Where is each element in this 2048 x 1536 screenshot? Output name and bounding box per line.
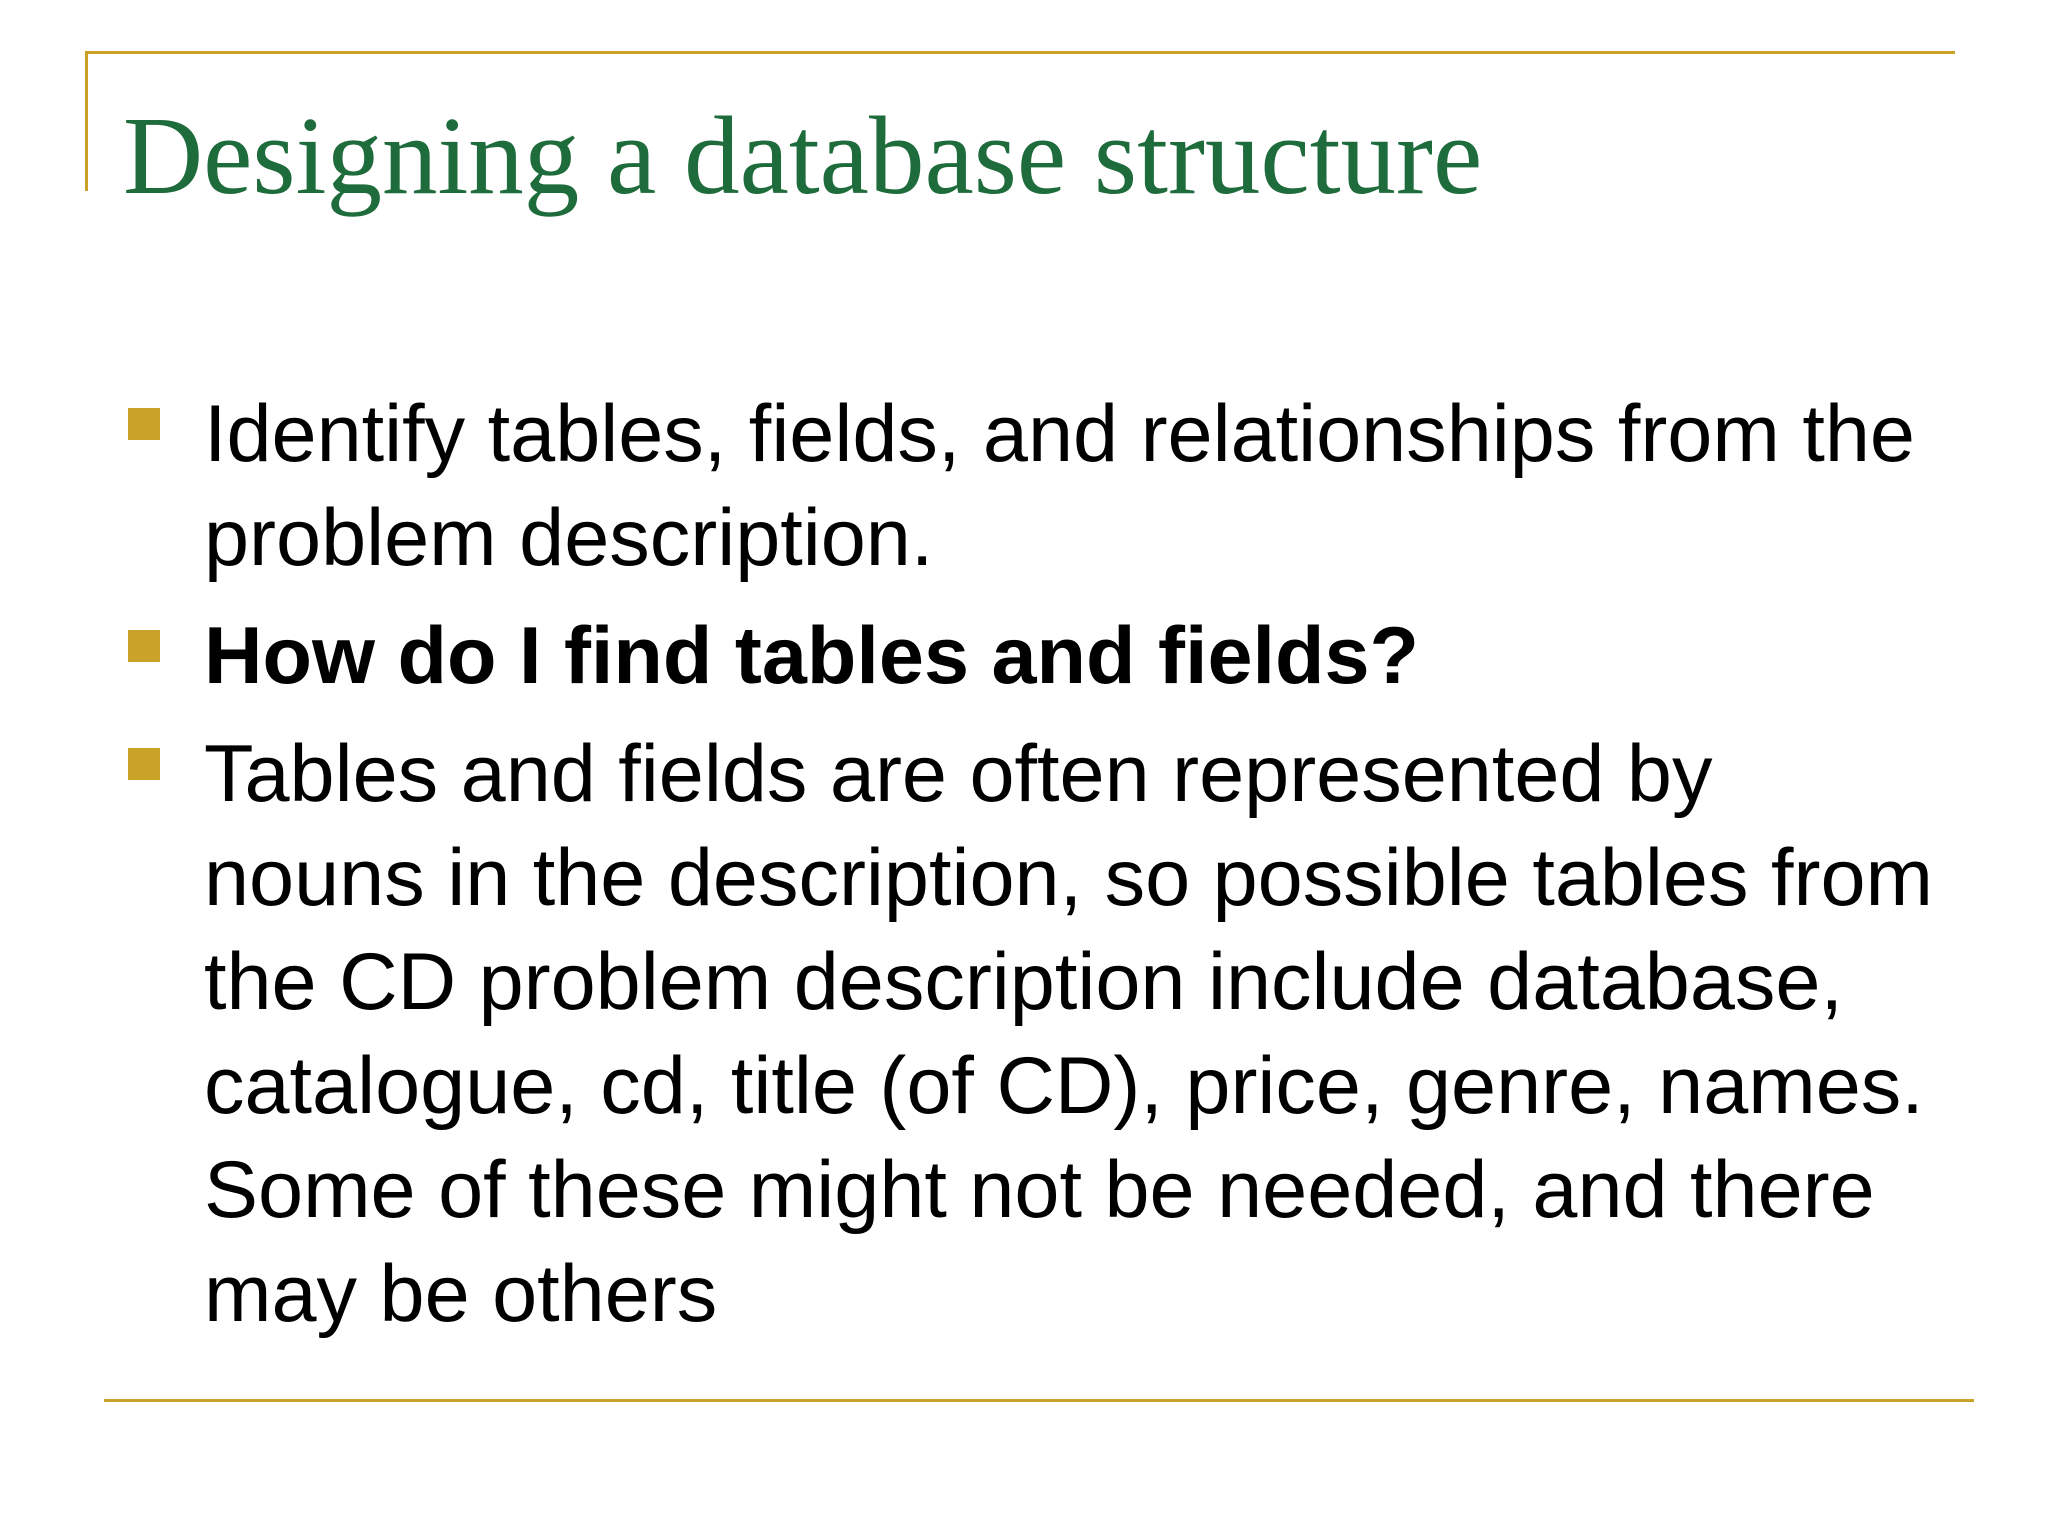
bullet-item xyxy=(128,722,1948,1346)
square-bullet-icon xyxy=(128,748,160,780)
bottom-rule xyxy=(104,1399,1974,1402)
square-bullet-icon xyxy=(128,408,160,440)
square-bullet-icon xyxy=(128,630,160,662)
bullet-item xyxy=(128,604,1948,708)
slide-title: Designing a database structure xyxy=(123,95,1483,218)
left-rule xyxy=(85,51,88,191)
bullet-list xyxy=(128,382,1948,1360)
bullet-text: Identify tables, fields, and relationships from the problem description. xyxy=(204,389,1915,583)
bullet-text: How do I find tables and fields? xyxy=(204,611,1420,701)
top-rule xyxy=(85,51,1955,54)
bullet-item xyxy=(128,382,1948,590)
bullet-text: Tables and fields are often represented by nouns in the description, so possible tables from the CD problem description include database, catalogue, cd, title (of CD), price, genre, names. Some of these might not be needed, and there may be others xyxy=(204,729,1933,1339)
